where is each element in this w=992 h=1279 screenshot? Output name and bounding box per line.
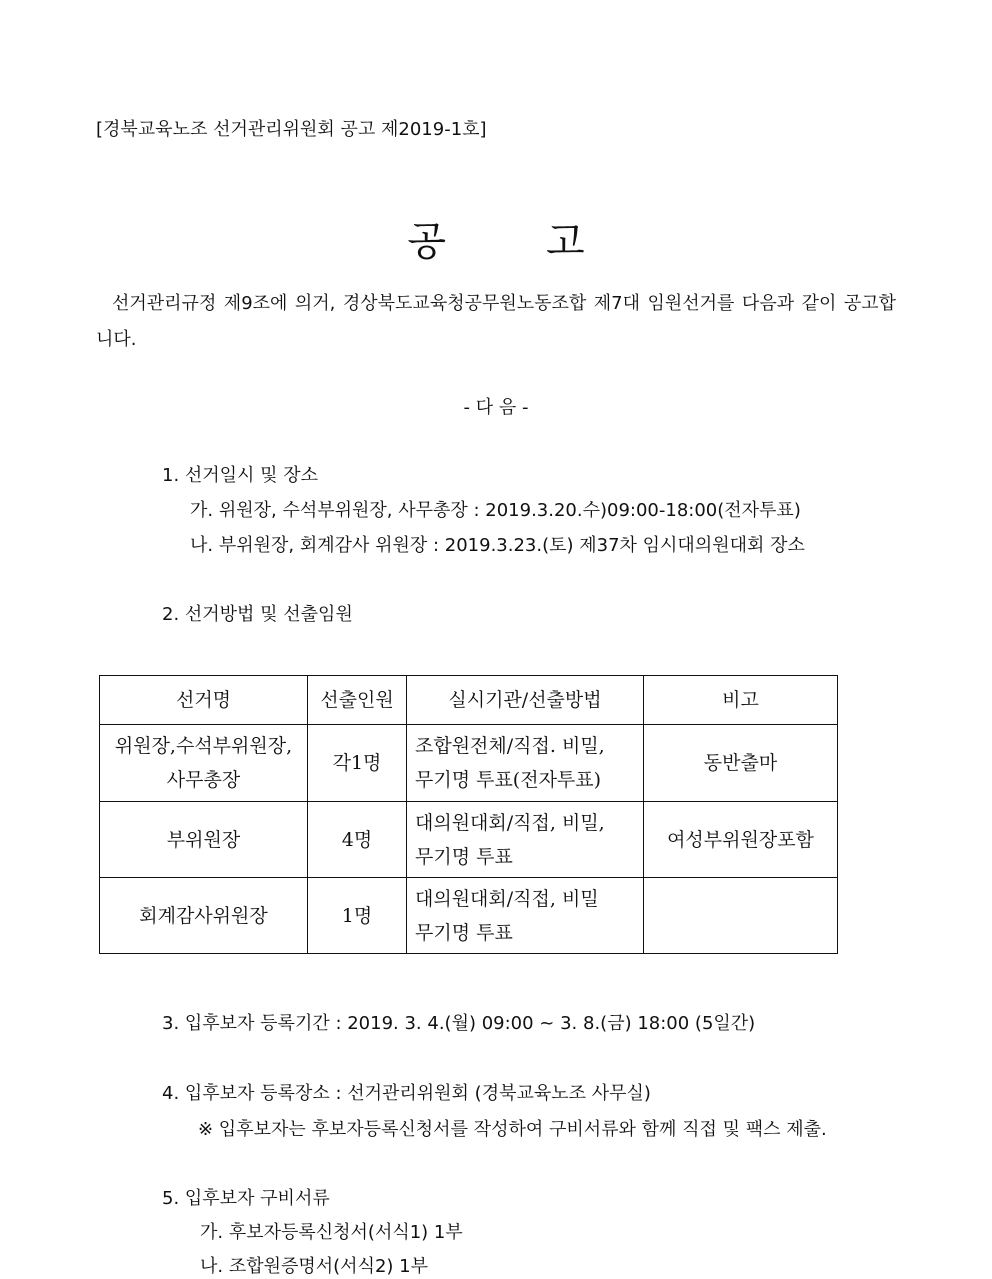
section5-heading: 5. 입후보자 구비서류: [162, 1188, 330, 1209]
header-count: 선출인원: [308, 676, 407, 725]
section5-item-b: 나. 조합원증명서(서식2) 1부: [200, 1256, 428, 1277]
cell-note: [644, 878, 838, 954]
section4-note: ※ 입후보자는 후보자등록신청서를 작성하여 구비서류와 함께 직접 및 팩스 제출.: [198, 1119, 827, 1140]
title-char-2: 고: [546, 219, 585, 265]
section1-heading: 1. 선거일시 및 장소: [162, 465, 319, 486]
table-row: [100, 802, 838, 878]
table-row: [100, 725, 838, 802]
header-election-name: 선거명: [100, 676, 308, 725]
section5-item-a: 가. 후보자등록신청서(서식1) 1부: [200, 1222, 463, 1243]
section4-heading: 4. 입후보자 등록장소 : 선거관리위원회 (경북교육노조 사무실): [162, 1083, 651, 1104]
cell-election-name: 부위원장: [100, 802, 308, 878]
intro-paragraph: 선거관리규정 제9조에 의거, 경상북도교육청공무원노동조합 제7대 임원선거를 다음과 같이 공고합니다.: [96, 293, 896, 350]
cell-election-name: 위원장,수석부위원장, 사무총장: [100, 725, 308, 802]
page-title: [0, 210, 992, 267]
notice-number: [경북교육노조 선거관리위원회 공고 제2019-1호]: [96, 119, 487, 140]
cell-method: 대의원대회/직접, 비밀 무기명 투표: [407, 878, 644, 954]
table-header-row: [100, 676, 838, 725]
cell-note: 동반출마: [644, 725, 838, 802]
cell-count: 1명: [308, 878, 407, 954]
section1-item-a: 가. 위원장, 수석부위원장, 사무총장 : 2019.3.20.수)09:00-18:00(전자투표): [190, 500, 801, 521]
election-table: [99, 675, 838, 954]
divider-text: - 다 음 -: [463, 397, 529, 418]
header-method: 실시기관/선출방법: [407, 676, 644, 725]
cell-method: 조합원전체/직접. 비밀, 무기명 투표(전자투표): [407, 725, 644, 802]
table-row: [100, 878, 838, 954]
cell-count: 4명: [308, 802, 407, 878]
cell-election-name: 회계감사위원장: [100, 878, 308, 954]
cell-count: 각1명: [308, 725, 407, 802]
header-note: 비고: [644, 676, 838, 725]
section1-item-b: 나. 부위원장, 회계감사 위원장 : 2019.3.23.(토) 제37차 임시대의원대회 장소: [190, 535, 805, 556]
section3-heading: 3. 입후보자 등록기간 : 2019. 3. 4.(월) 09:00 ~ 3. 8.(금) 18:00 (5일간): [162, 1013, 756, 1034]
cell-method: 대의원대회/직접, 비밀, 무기명 투표: [407, 802, 644, 878]
title-char-1: 공: [407, 219, 446, 265]
section2-heading: 2. 선거방법 및 선출임원: [162, 604, 353, 625]
cell-note: 여성부위원장포함: [644, 802, 838, 878]
